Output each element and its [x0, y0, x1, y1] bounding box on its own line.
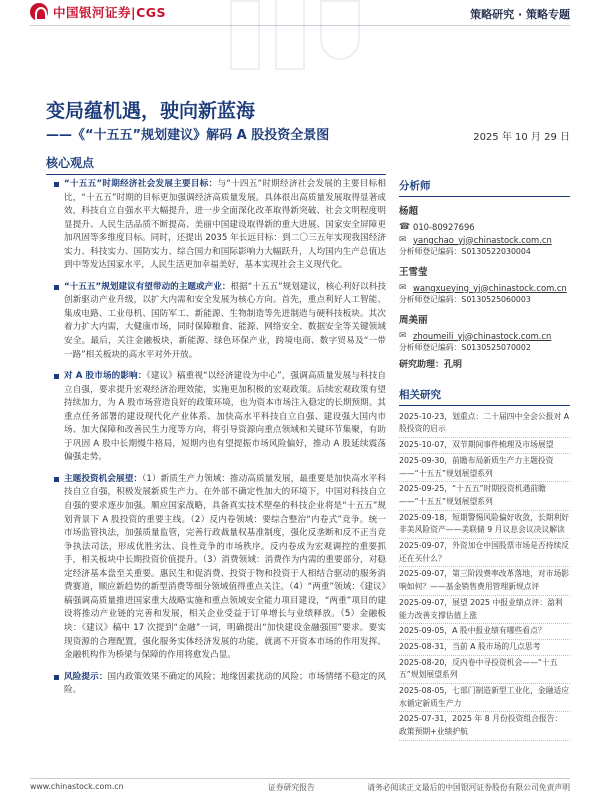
related-research-item[interactable]: 2025-09-30，前瞻布局新质生产力主题投资——“十五五”规划展望系列 [399, 455, 570, 482]
related-research-item[interactable]: 2025-09-07，外资加仓中国股票市场是否持续反还在买什么？ [399, 540, 570, 567]
analyst-email[interactable] [399, 233, 570, 246]
related-research-panel [399, 389, 570, 742]
footer-website[interactable]: www.chinastock.com.cn [30, 782, 124, 791]
related-research-heading: 相关研究 [399, 389, 570, 406]
analyst-phone [399, 220, 570, 233]
mail-icon: ✉ [399, 282, 407, 293]
report-section: 策略研究 · 策略专题 [470, 8, 570, 21]
phone-number: 010-80927696 [413, 221, 475, 232]
core-view-item [52, 671, 386, 698]
core-view-item [52, 370, 386, 465]
research-assistant: 研究助理：孔明 [399, 360, 463, 370]
item-text: （1）新质生产力领域：推动高质量发展，最重要是加快高水平科技自立自强，积极发展新质生产力。在外部不确定性加大的环境下，中国对科技自立自强的要求逐步加强。顺应国家战略，具备真实技术壁垒的科技企业将是“十五五”规划背景下 A 股投资的重要主线。（2）反内卷领域：要综合整治“内卷式”竞争。统一市场监管执法，加强质量监管，完善行政裁量权基准制度，强化反垄断和反不正当竞争执法司法，形成优胜劣汰、良性竞争的市场秩序。反内卷成为宏观调控的重要抓手，相关板块中长期投资价值提升。（3）消费领域：消费作为内需的重要部分，对稳定经济基本盘至关重要。惠民生和促消费、投资于物和投资于人相结合驱动的服务消费赛道，顺应新趋势的新型消费等细分领域值得重点关注。（4）“两重”领域：《建议》稿强调高质量推进国家重大战略实施和重点领域安全能力项目建设，“两重”项目的建设将推动产业链的完善和发展，相关企业受益于订单增长与业绩释放。（5）金融板块：《建议》稿中 17 次提到“金融”一词，明确提出“加快建设金融强国”要求。要实现资源的合理配置，强化服务实体经济发展的功能，就离不开资本市场的作用发挥。金融机构作为桥梁与保障的作用将愈发凸显。 [64, 473, 386, 661]
core-view-item [52, 281, 386, 362]
report-date: 2025 年 10 月 29 日 [473, 132, 570, 143]
item-lead: “十五五”规划建议有望带动的主题或产业： [64, 281, 231, 292]
mail-icon: ✉ [399, 234, 407, 245]
item-text: 国内政策效果不确定的风险；地缘因素扰动的风险；市场情绪不稳定的风险。 [64, 671, 386, 696]
related-research-item[interactable]: 2025-08-20，反内卷中寻投资机会——“十五五”规划展望系列 [399, 657, 570, 684]
related-research-item[interactable]: 2025-09-07，第三阶段费率改革落地，对市场影响如何？——基金销售费用管理新规点评 [399, 568, 570, 595]
analyst-heading: 分析师 [399, 178, 570, 197]
footer-disclaimer: 请务必阅读正文最后的中国银河证券股份有限公司免责声明 [367, 783, 570, 792]
item-lead: 对 A 股市场的影响： [64, 371, 147, 382]
analyst-name: 杨超 [399, 206, 419, 217]
analyst-registration: 分析师登记编码：S0130525060003 [399, 295, 531, 304]
item-text: 根据“十五五”规划建议，核心利好以科技创新驱动产业升级，以扩大内需和安全发展为核心方向。首先，重点利好人工智能、集成电路、工业母机、国防军工、新能源、生物制造等先进制造与硬科技板块。其次着力扩大内需，大健康市场，同时保障粮食、能源、网络安全、数据安全等关键领域安全。最后，关注金融板块，新能源、绿色环保产业，跨境电商、数字贸易及“一带一路”相关板块的高水平对外开放。 [64, 281, 386, 360]
item-lead: 主题投资机会展望： [64, 473, 143, 484]
analyst-email[interactable] [399, 329, 570, 342]
report-title: 变局蕴机遇，驶向新蓝海 [46, 100, 256, 122]
core-view-body [52, 178, 386, 706]
email-link[interactable]: zhoumeili_yj@chinastock.com.cn [413, 330, 552, 341]
footer-divider [30, 778, 570, 779]
related-research-item[interactable]: 2025-09-05，A 股中报业绩有哪些看点？ [399, 625, 570, 640]
core-view-heading: 核心观点 [46, 154, 386, 175]
analyst-name: 周美丽 [399, 315, 428, 326]
related-research-item[interactable]: 2025-10-07，双节期间事件梳理及市场展望 [399, 439, 570, 454]
analyst-panel [399, 178, 570, 370]
email-link[interactable]: wangxueying_yj@chinastock.com.cn [413, 282, 567, 293]
brand-logo [30, 3, 166, 21]
footer-report-type: 证券研究报告 [268, 783, 315, 792]
analyst-registration: 分析师登记编码：S0130525070002 [399, 343, 531, 352]
related-research-list [399, 411, 570, 741]
related-research-item[interactable]: 2025-07-31，2025 年 8 月份投资组合报告：政策预期+业绩护航 [399, 713, 570, 740]
core-view-item [52, 178, 386, 273]
related-research-item[interactable]: 2025-08-05，七部门制造新型工业化，金融适应水循定新质生产力 [399, 685, 570, 712]
analyst-name: 王雪莹 [399, 267, 428, 278]
analyst-email[interactable] [399, 281, 570, 294]
item-lead: “十五五”时期经济社会发展主要目标： [64, 179, 218, 189]
related-research-item[interactable]: 2025-08-31，当前 A 股市场的几点思考 [399, 641, 570, 656]
related-research-item[interactable]: 2025-09-07，展望 2025 中报业绩点评：盈利能力改善支撑估值上涨 [399, 597, 570, 624]
item-text: 《建议》稿重视“以经济建设为中心”，强调高质量发展与科技自立自强，要求提升宏观经济治理效能，实施更加积极的宏观政策。后续宏观政策有望持续加力，为 A 股市场营造良好的政策环境，也为资本市场注入稳定的长期预期。其重点任务部署的建设现代化产业体系、加快高水平科技自立自强、建设强大国内市场、加大保障和改善民生力度等方向，将引导资源向重点领域和关键环节集聚，有助于巩固 A 股中长期慢牛格局，短期内也有望提振市场风险偏好，推动 A 股延续震荡偏强走势。 [64, 371, 386, 463]
mail-icon: ✉ [399, 330, 407, 341]
phone-icon: ☎ [399, 221, 411, 232]
item-lead: 风险提示： [64, 671, 108, 682]
brand-name: 中国银河证券|CGS [53, 5, 167, 20]
analyst-registration: 分析师登记编码：S0130522030004 [399, 247, 531, 256]
email-link[interactable]: yangchao_yj@chinastock.com.cn [413, 234, 552, 245]
core-view-item [52, 473, 386, 663]
related-research-item[interactable]: 2025-09-18，短期警惕风险偏好收敛，长期利好非美风险资产——美联储 9 月议息会议决议解读 [399, 512, 570, 539]
decorative-watermark [220, 0, 380, 80]
report-subtitle: ——《“十五五”规划建议》解码 A 股投资全景图 [46, 128, 330, 143]
cgs-logo-icon [30, 3, 48, 21]
related-research-item[interactable]: 2025-09-25，“十五五”时期投资机遇前瞻——“十五五”规划展望系列 [399, 483, 570, 510]
related-research-item[interactable]: 2025-10-23，划重点：二十届四中全会公报对 A 股投资的启示 [399, 411, 570, 438]
item-text: 与“十四五”时期经济社会发展的主要目标相比，“十五五”时期的目标更加强调经济高质量发展。具体很出高质量发展取得显著成效，科技自立自强水平大幅提升，进一步全面深化改革取得新突破、社会文明程度明显提升、人民生活品质不断提高、美丽中国建设取得新的重大进展、国家安全屏障更加巩固等多维度目标。同时，还提出 2035 年长远目标：到二〇三五年实现我国经济实力、科技实力、国防实力、综合国力和国际影响力大幅跃升，人均国内生产总值达到中等发达国家水平，人民生活更加幸福美好，基本实现社会主义现代化。 [64, 179, 387, 271]
